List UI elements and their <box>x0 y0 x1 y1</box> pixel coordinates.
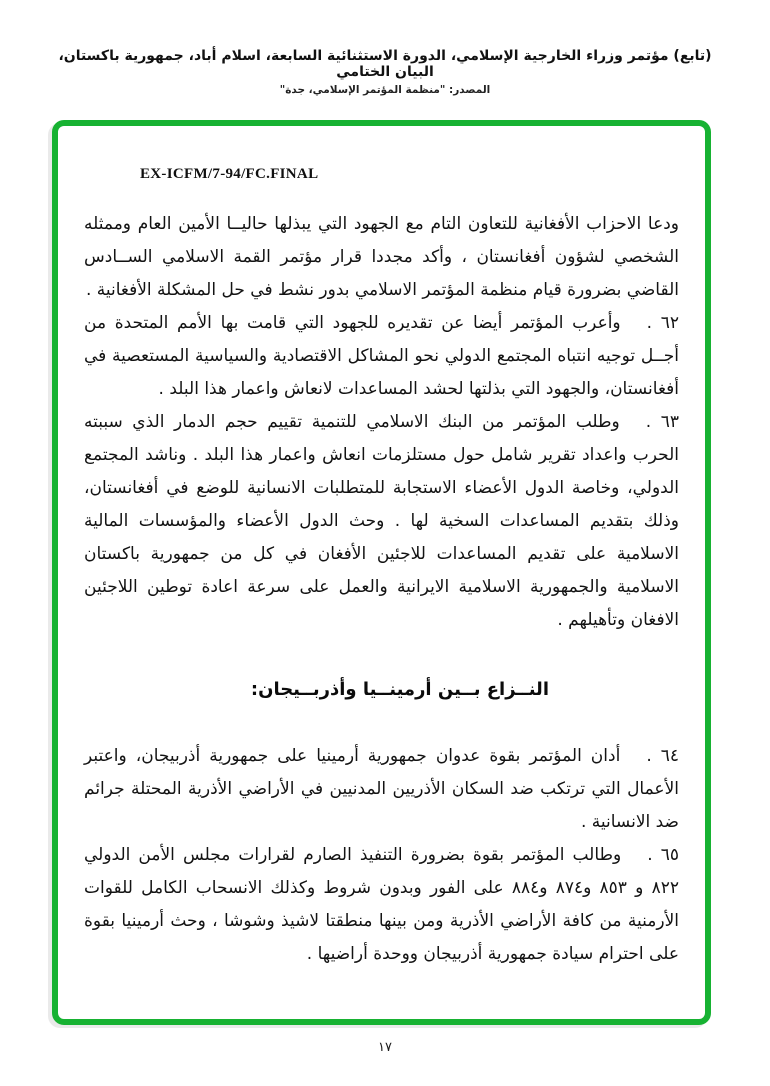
paragraph-65-text: وطالب المؤتمر بقوة بضرورة التنفيذ الصارم لقرارات مجلس الأمن الدولي ٨٢٢ و ٨٥٣ و٨٧٤ و٨٨٤ على الفور وبدون شروط وكذلك الانسحاب الكامل للقوات الأرمنية من كافة الأراضي الأذرية ومن بينها منطقتا لاشيذ وشوشا ، وحث أرمينيا بقوة على احترام سيادة جمهورية أذربيجان ووحدة أراضيها . <box>84 845 679 964</box>
paragraph-62 <box>84 307 679 406</box>
paragraph-64-text: أدان المؤتمر بقوة عدوان جمهورية أرمينيا على جمهورية أذربيجان، واعتبر الأعمال التي ترتكب ضد السكان الأذريين المدنيين في الأراضي الأذرية المحتلة جرائم ضد الانسانية . <box>84 746 679 832</box>
paragraph-62-number: ٦٢ . <box>646 313 680 333</box>
paragraph-64-number: ٦٤ . <box>646 746 679 766</box>
page-header-source: المصدر: "منظمة المؤتمر الإسلامي، جدة" <box>279 84 491 96</box>
paragraph-63-number: ٦٣ . <box>645 412 679 432</box>
paragraph-64 <box>84 740 679 839</box>
section-heading-armenia-azerbaijan: النــزاع بــين أرمينــيا وأذربــيجان: <box>250 679 549 700</box>
document-reference: EX-ICFM/7-94/FC.FINAL <box>140 166 319 182</box>
paragraph-63 <box>84 406 679 637</box>
page-header-title: (تابع) مؤتمر وزراء الخارجية الإسلامي، الدورة الاستثنائية السابعة، اسلام أباد، جمهورية باكستان، البيان الختامي <box>58 48 712 80</box>
paragraph-62-text: وأعرب المؤتمر أيضا عن تقديره للجهود التي قامت بها الأمم المتحدة من أجــل توجيه انتباه المجتمع الدولي نحو المشاكل الاقتصادية والسياسية المستعصية في أفغانستان، والجهود التي بذلتها لحشد المساعدات لانعاش واعمار هذا البلد . <box>84 313 679 399</box>
paragraph-intro: ودعا الاحزاب الأفغانية للتعاون التام مع الجهود التي يبذلها حاليــا الأمين العام وممثله الشخصي لشؤون أفغانستان ، وأكد مجددا قرار مؤتمر القمة الاسلامي الســادس القاضي بضرورة قيام منظمة المؤتمر الاسلامي بدور نشط في حل المشكلة الأفغانية . <box>84 214 679 300</box>
paragraph-65-number: ٦٥ . <box>647 845 679 865</box>
page-number: ١٧ <box>378 1040 392 1055</box>
paragraph-63-text: وطلب المؤتمر من البنك الاسلامي للتنمية تقييم حجم الدمار الذي سببته الحرب واعداد تقرير شامل حول مستلزمات انعاش واعمار هذا البلد . وناشد المجتمع الدولي، وخاصة الدول الأعضاء الاستجابة للمتطلبات الانسانية للوضع في أفغانستان، وذلك بتقديم المساعدات السخية لها . وحث الدول الأعضاء والمؤسسات المالية الاسلامية على تقديم المساعدات للاجئين الأفغان في كل من جمهورية باكستان الاسلامية والجمهورية الاسلامية الايرانية والعمل على سرعة اعادة توطين اللاجئين الافغان وتأهيلهم . <box>84 412 679 630</box>
paragraph-65 <box>84 839 679 971</box>
document-body <box>84 208 679 971</box>
document-frame <box>52 120 711 1025</box>
